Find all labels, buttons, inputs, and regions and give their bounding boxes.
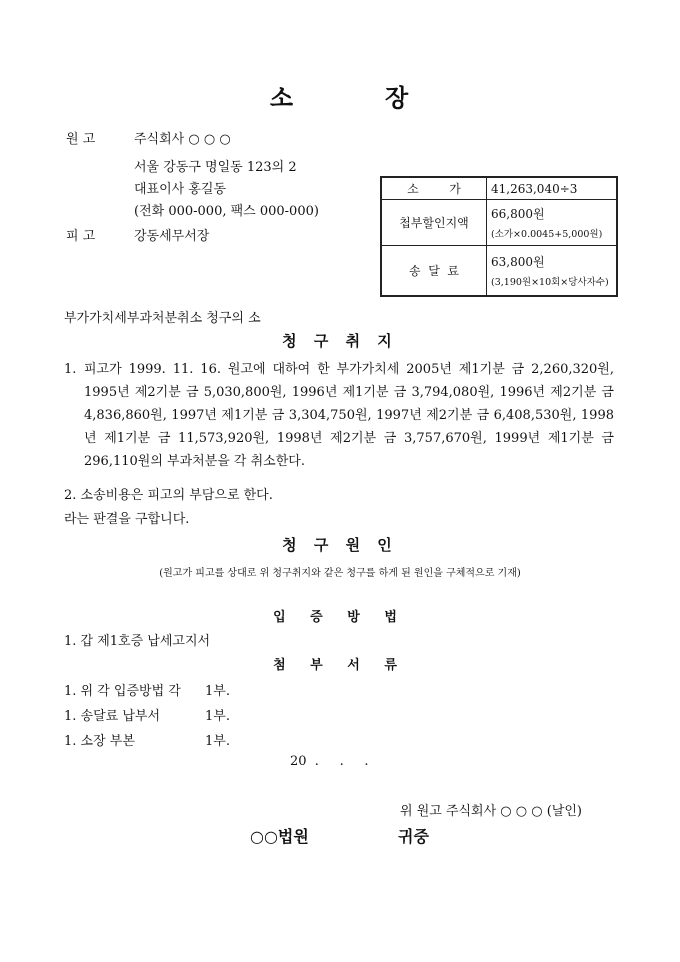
title-char-1: 소 <box>269 83 295 112</box>
service-label: 송 달 료 <box>381 246 487 296</box>
plaintiff-contact: (전화 000-000, 팩스 000-000) <box>134 204 319 219</box>
attachment-item <box>64 705 160 724</box>
attachment-count: 1부. <box>205 709 230 724</box>
defendant-name: 강동세무서장 <box>134 229 210 244</box>
claim-item-1-number: 1. <box>64 362 77 377</box>
stamp-amount: 66,800원 <box>491 207 545 221</box>
claim-item-2: 2. 소송비용은 피고의 부담으로 한다. <box>64 488 273 503</box>
claim-item-1-text: 피고가 1999. 11. 16. 원고에 대하여 한 부가가치세 2005년 제1기분 금 2,260,320원, 1995년 제2기분 금 5,030,800원, 1996년 제1기분 금 3,794,080원, 1996년 제2기분 금 4,836,860원, 1997년 제1기분 금 3,304,750원, 1997년 제2기분 금 6,408,530원, 1998년 제1기분 금 11,573,920원, 1998년 제2기분 금 3,757,670원, 1999년 제1기분 금 296,110원의 부과처분을 각 취소한다. <box>84 362 614 469</box>
attachment-count: 1부. <box>205 684 230 699</box>
plaintiff-name: 주식회사 ○ ○ ○ <box>134 132 231 147</box>
service-cell <box>487 246 618 296</box>
court-name: ○○법원 <box>250 827 309 846</box>
attachment-name: 1. 위 각 입증방법 각 <box>64 684 181 699</box>
case-name: 부가가치세부과처분취소 청구의 소 <box>64 311 261 326</box>
cause-note: (원고가 피고를 상대로 위 청구취지와 같은 청구를 하게 된 원인을 구체적으로 기재) <box>159 568 521 579</box>
plaintiff-address: 서울 강동구 명일동 123의 2 <box>134 160 297 175</box>
defendant-label: 피 고 <box>66 229 96 244</box>
plaintiff-label: 원 고 <box>66 132 96 147</box>
attachment-name: 1. 송달료 납부서 <box>64 709 161 724</box>
evidence-item: 1. 갑 제1호증 납세고지서 <box>64 634 211 649</box>
plaintiff-representative: 대표이사 홍길동 <box>134 182 227 197</box>
court-suffix: 귀중 <box>398 827 429 846</box>
fee-table <box>380 176 618 297</box>
claim-item-1 <box>64 358 614 473</box>
cause-heading: 청 구 원 인 <box>282 536 398 554</box>
value-label: 소 가 <box>381 177 487 200</box>
title-char-2: 장 <box>385 83 411 112</box>
attachment-name: 1. 소장 부본 <box>64 734 135 749</box>
attachment-count: 1부. <box>205 734 230 749</box>
service-formula: (3,190원×10회×당사자수) <box>491 276 609 288</box>
document-title <box>0 78 680 113</box>
attachment-item <box>64 730 135 749</box>
claim-closing: 라는 판결을 구합니다. <box>64 512 190 527</box>
evidence-heading: 입 증 방 법 <box>273 610 407 625</box>
date-line: 20 . . . <box>290 754 369 769</box>
stamp-label: 첩부할인지액 <box>381 200 487 246</box>
stamp-cell <box>487 200 618 246</box>
attachments-heading: 첨 부 서 류 <box>273 658 407 673</box>
value-amount: 41,263,040÷3 <box>487 177 618 200</box>
claim-heading: 청 구 취 지 <box>282 332 398 350</box>
service-amount: 63,800원 <box>491 254 545 269</box>
signature-line: 위 원고 주식회사 ○ ○ ○ (날인) <box>400 804 582 819</box>
attachment-item <box>64 680 181 699</box>
stamp-formula: (소가×0.0045+5,000원) <box>491 229 603 240</box>
